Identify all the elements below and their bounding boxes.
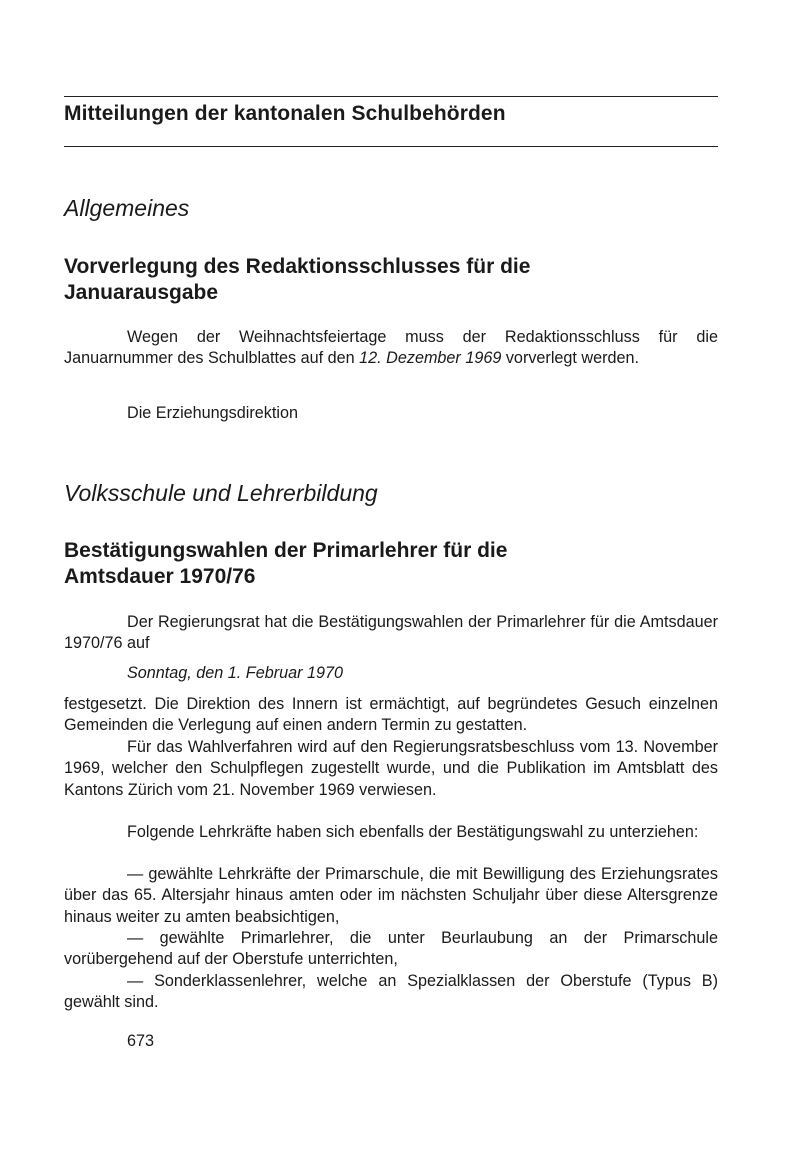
list-item: — gewählte Primarlehrer, die unter Beurlaubung an der Primarschule vorübergehend auf der Oberstufe unterrichten, [64,929,718,969]
list-item: — Sonderklassenlehrer, welche an Spezialklassen der Oberstufe (Typus B) gewählt sind. [64,972,718,1012]
article-title-line2: Amtsdauer 1970/76 [64,565,256,588]
article-title-line2: Januarausgabe [64,281,219,304]
section-heading-allgemeines: Allgemeines [64,195,190,221]
page-number: 673 [127,1032,155,1050]
document-page [64,0,718,1158]
article-title-redaktionsschluss [64,254,624,306]
article-title-bestaetigungswahlen [64,538,624,590]
article-title-line1: Bestätigungswahlen der Primarlehrer für die [64,539,508,562]
paragraph-regierungsrat: Der Regierungsrat hat die Bestätigungswahlen der Primarlehrer für die Amtsdauer 1970/76 auf [64,613,718,653]
paragraph-wahlverfahren: Für das Wahlverfahren wird auf den Regierungsratsbeschluss vom 13. November 1969, welcher den Schulpflegen zugestellt wurde, und die Publikation im Amtsblatt des Kantons Zürich vom 21. November 1969 verwiesen. [64,738,718,799]
paragraph-festgesetzt: festgesetzt. Die Direktion des Innern ist ermächtigt, auf begründetes Gesuch einzelnen Gemeinden die Verlegung auf einen andern Termin zu gestatten. [64,695,718,735]
section-heading-volksschule: Volksschule und Lehrerbildung [64,480,378,506]
paragraph-text: Wegen der Weihnachtsfeiertage muss der Redaktionsschluss für die Januarnummer des Schulblattes auf den [64,328,718,368]
article-title-line1: Vorverlegung des Redaktionsschlusses für die [64,255,531,278]
header-rule-bottom [64,146,718,147]
header-title: Mitteilungen der kantonalen Schulbehörden [64,102,506,125]
list-item: — gewählte Lehrkräfte der Primarschule, die mit Bewilligung des Erziehungsrates über das 65. Altersjahr hinaus amten oder im nächsten Schuljahr über diese Altersgrenze hinaus weiter zu amten beabsichtigen, [64,865,718,926]
signature-erziehungsdirektion: Die Erziehungsdirektion [127,404,298,422]
deadline-date: 12. Dezember 1969 [359,349,502,368]
paragraph-redaktionsschluss [64,327,718,370]
header-rule-top [64,96,718,97]
election-date: Sonntag, den 1. Februar 1970 [127,664,343,682]
paragraph-text-end: vorverlegt werden. [501,349,640,368]
paragraph-lehrkraefte: Folgende Lehrkräfte haben sich ebenfalls der Bestätigungswahl zu unterziehen: [127,823,699,841]
